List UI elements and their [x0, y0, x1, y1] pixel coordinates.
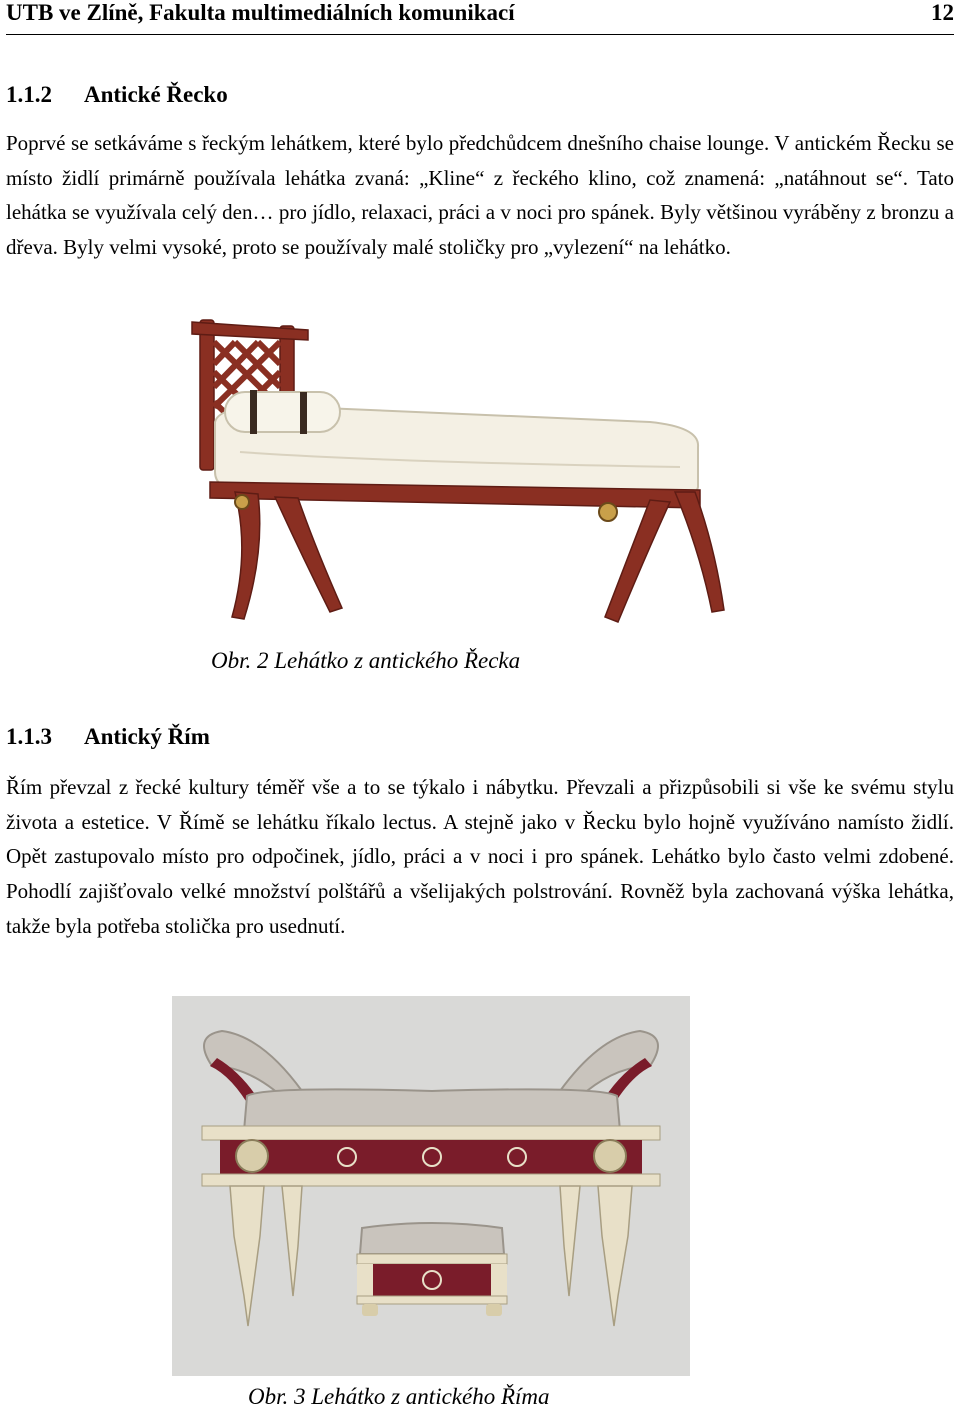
section-heading-rome [6, 724, 210, 750]
page-number: 12 [931, 0, 954, 25]
paragraph-rome: Řím převzal z řecké kultury téměř vše a to se týkalo i nábytku. Převzali a přizpůsobili si vše ke svému stylu života a estetice. V Římě se lehátku říkalo lectus. A stejně jako v Řecku bylo hojně využíváno namísto židlí. Opět zastupovalo místo pro odpočinek, jídlo, práci a v noci i pro spánek. Lehátko bylo často velmi zdobené. Pohodlí zajišťovalo velké množství polštářů a všelijakých polstrování. Rovněž byla zachovaná výška lehátka, takže byla potřeba stolička pro usednutí. [6, 775, 954, 938]
section-number: 1.1.3 [6, 724, 52, 749]
page-header [6, 0, 954, 35]
figure-caption-rome: Obr. 3 Lehátko z antického Říma [248, 1384, 550, 1409]
section-heading-greece [6, 82, 228, 108]
header-title: UTB ve Zlíně, Fakulta multimediálních komunikací [6, 0, 515, 25]
figure-caption-greece: Obr. 2 Lehátko z antického Řecka [211, 648, 521, 673]
roman-couch-image [172, 996, 690, 1376]
section-title: Antické Řecko [84, 82, 228, 107]
section-title: Antický Řím [84, 724, 210, 749]
paragraph-greece: Poprvé se setkáváme s řeckým lehátkem, které bylo předchůdcem dnešního chaise lounge. V antickém Řecku se místo židlí primárně používala lehátka zvaná: „Kline“ z řeckého klino, což znamená: „natáhnout se“. Tato lehátka se využívala celý den… pro jídlo, relaxaci, práci a v noci pro spánek. Byly většinou vyráběny z bronzu a dřeva. Byly velmi vysoké, proto se používaly malé stoličky pro „vylezení“ na lehátko. [6, 131, 954, 259]
greek-couch-image [180, 312, 730, 632]
section-number: 1.1.2 [6, 82, 52, 107]
